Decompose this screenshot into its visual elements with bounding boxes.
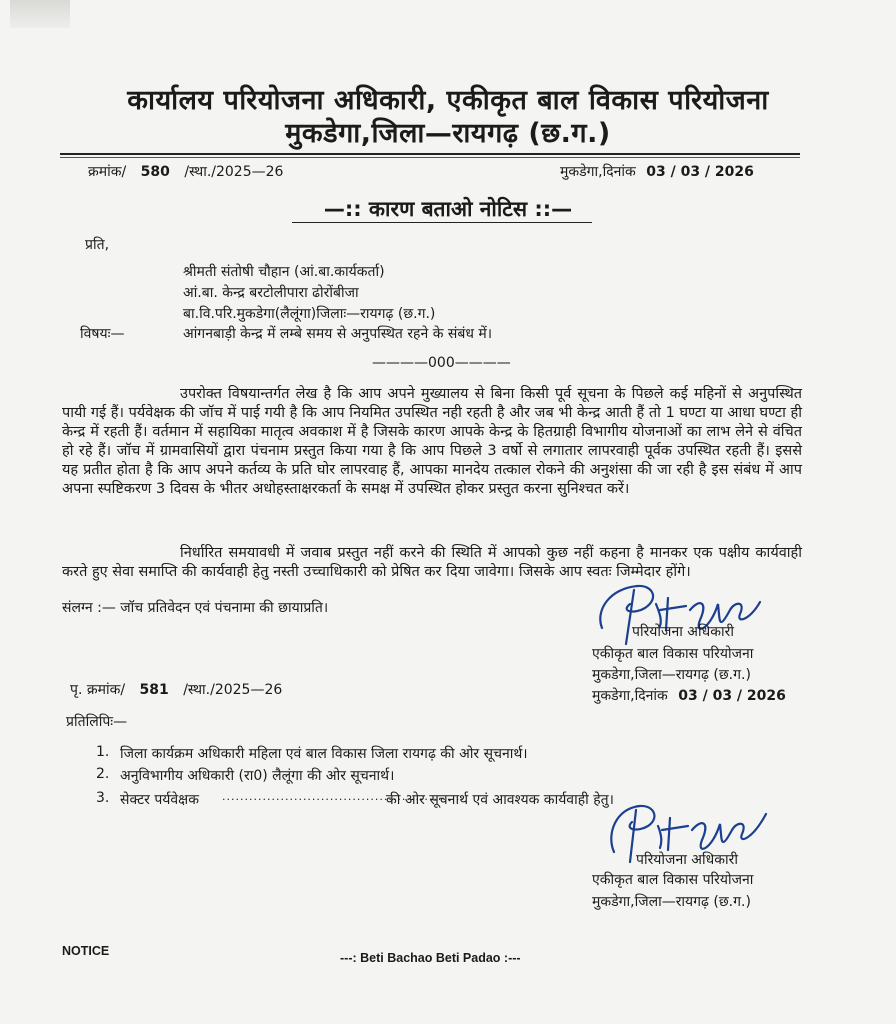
ref2-suffix: /स्था./2025—26 [183, 682, 283, 698]
body-paragraph-2: निर्धारित समयावधी में जवाब प्रस्तुत नहीं करने की स्थिति में आपको कुछ नहीं कहना है मानकर एक पक्षीय कार्यवाही करते हुए सेवा समाप्ति की कार्यवाही हेतु नस्ती उच्चाधिकारी को प्रेषित कर दिया जावेगा। जिसके आप स्वतः जिम्मेदार होंगे। [62, 545, 802, 580]
addressee-line-3: बा.वि.परि.मुकडेगा(लैलूंगा)जिलाः—रायगढ़ (छ.ग.) [183, 306, 436, 322]
footer-notice-label: NOTICE [62, 944, 110, 958]
sig2-designation: परियोजना अधिकारी [636, 852, 738, 868]
header-rule-thin [60, 157, 800, 158]
ref2-line [70, 680, 282, 699]
subject-text: आंगनबाड़ी केन्द्र में लम्बे समय से अनुपस्थित रहने के संबंध में। [183, 326, 493, 342]
office-title: कार्यालय परियोजना अधिकारी, एकीकृत बाल विकास परियोजना [127, 85, 769, 116]
copy-text-1: जिला कार्यक्रम अधिकारी महिला एवं बाल विकास जिला रायगढ़ की ओर सूचनार्थ। [120, 746, 528, 762]
addressee-line-2: आं.बा. केन्द्र बरटोलीपारा ढोरोंबीजा [183, 285, 359, 301]
subject-label: विषयः— [80, 326, 125, 342]
ref-place-label: मुकडेगा,दिनांक [560, 164, 636, 180]
ref-suffix: /स्था./2025—26 [184, 164, 284, 180]
sig1-office: एकीकृत बाल विकास परियोजना [592, 646, 754, 662]
copy-label: प्रतिलिपिः— [66, 714, 128, 730]
header-rule [60, 153, 800, 155]
ref2-date: 03 / 03 / 2026 [678, 688, 786, 704]
ref2-prefix: पृ. क्रमांक/ [70, 682, 126, 698]
copy-num-3: 3. [96, 790, 110, 806]
sig1-location: मुकडेगा,जिला—रायगढ़ (छ.ग.) [592, 667, 751, 683]
copy-text-2: अनुविभागीय अधिकारी (रा0) लैलूंगा की ओर सूचनार्थ। [120, 768, 395, 784]
copy-text-3b: की ओर सूचनार्थ एवं आवश्यक कार्यवाही हेतु। [386, 792, 614, 808]
ref2-place-label: मुकडेगा,दिनांक [592, 688, 668, 704]
separator: ————000———— [372, 355, 511, 371]
copy-num-1: 1. [96, 744, 110, 760]
ref2-number: 581 [139, 682, 169, 698]
office-location: मुकडेगा,जिला—रायगढ़ (छ.ग.) [285, 118, 611, 149]
addressee-line-1: श्रीमती संतोषी चौहान (आं.बा.कार्यकर्ता) [183, 264, 385, 280]
title-underline [292, 222, 592, 223]
sig1-designation: परियोजना अधिकारी [632, 624, 734, 640]
body-paragraph-1: उपरोक्त विषयान्तर्गत लेख है कि आप अपने मुख्यालय से बिना किसी पूर्व सूचना के पिछले कई महिनों से अनुपस्थित पायी गई हैं। पर्यवेक्षक की जॉच में पाई गयी है कि आप नियमित उपस्थित नही रहती है और जब भी केन्द्र आती हैं तो 1 घण्टा या आधा घण्टा ही केन्द्र में रहती हैं। वर्तमान में सहायिका मातृत्व अवकाश में है जिसके कारण आपके केन्द्र के हितग्राही विभागीय योजनाओं का लाभ लेने से वंचित हो रहे हैं। जॉच में ग्रामवासियों द्वारा पंचनाम प्रस्तुत किया गया है कि आप पिछले 3 वर्षो से लगातार लापरवाही पूर्वक उपस्थित रहती हैं। इससे यह प्रतीत होता है कि आप अपने कर्तव्य के प्रति घोर लापरवाह हैं, आपका मानदेय तत्काल रोकने की अनुशंसा की जा रही है इस संबंध में आप अपना स्पष्टिकरण 3 दिवस के भीतर अधोहस्ताक्षरकर्ता के समक्ष में उपस्थित होकर प्रस्तुत करना सुनिश्चत करें। [62, 386, 802, 497]
notice-title: —:: कारण बताओ नोटिस ::— [323, 197, 573, 221]
ref-date-line [560, 162, 754, 181]
copy-dots-3: ...................................................... [222, 790, 465, 803]
ref2-date-line [592, 686, 786, 705]
ref-line [88, 162, 283, 181]
sig2-location: मुकडेगा,जिला—रायगढ़ (छ.ग.) [592, 894, 751, 910]
ref-prefix: क्रमांक/ [88, 164, 127, 180]
copy-num-2: 2. [96, 766, 110, 782]
ref-date: 03 / 03 / 2026 [646, 164, 754, 180]
footer-slogan: ---: Beti Bachao Beti Padao :--- [340, 951, 521, 965]
to-label: प्रति, [85, 237, 110, 253]
enclosure-line: संलग्न :— जॉच प्रतिवेदन एवं पंचनामा की छायाप्रति। [62, 600, 329, 616]
ref-number: 580 [140, 164, 170, 180]
page-fold-shadow [10, 0, 70, 28]
copy-text-3a: सेक्टर पर्यवेक्षक [120, 792, 199, 808]
sig2-office: एकीकृत बाल विकास परियोजना [592, 872, 754, 888]
